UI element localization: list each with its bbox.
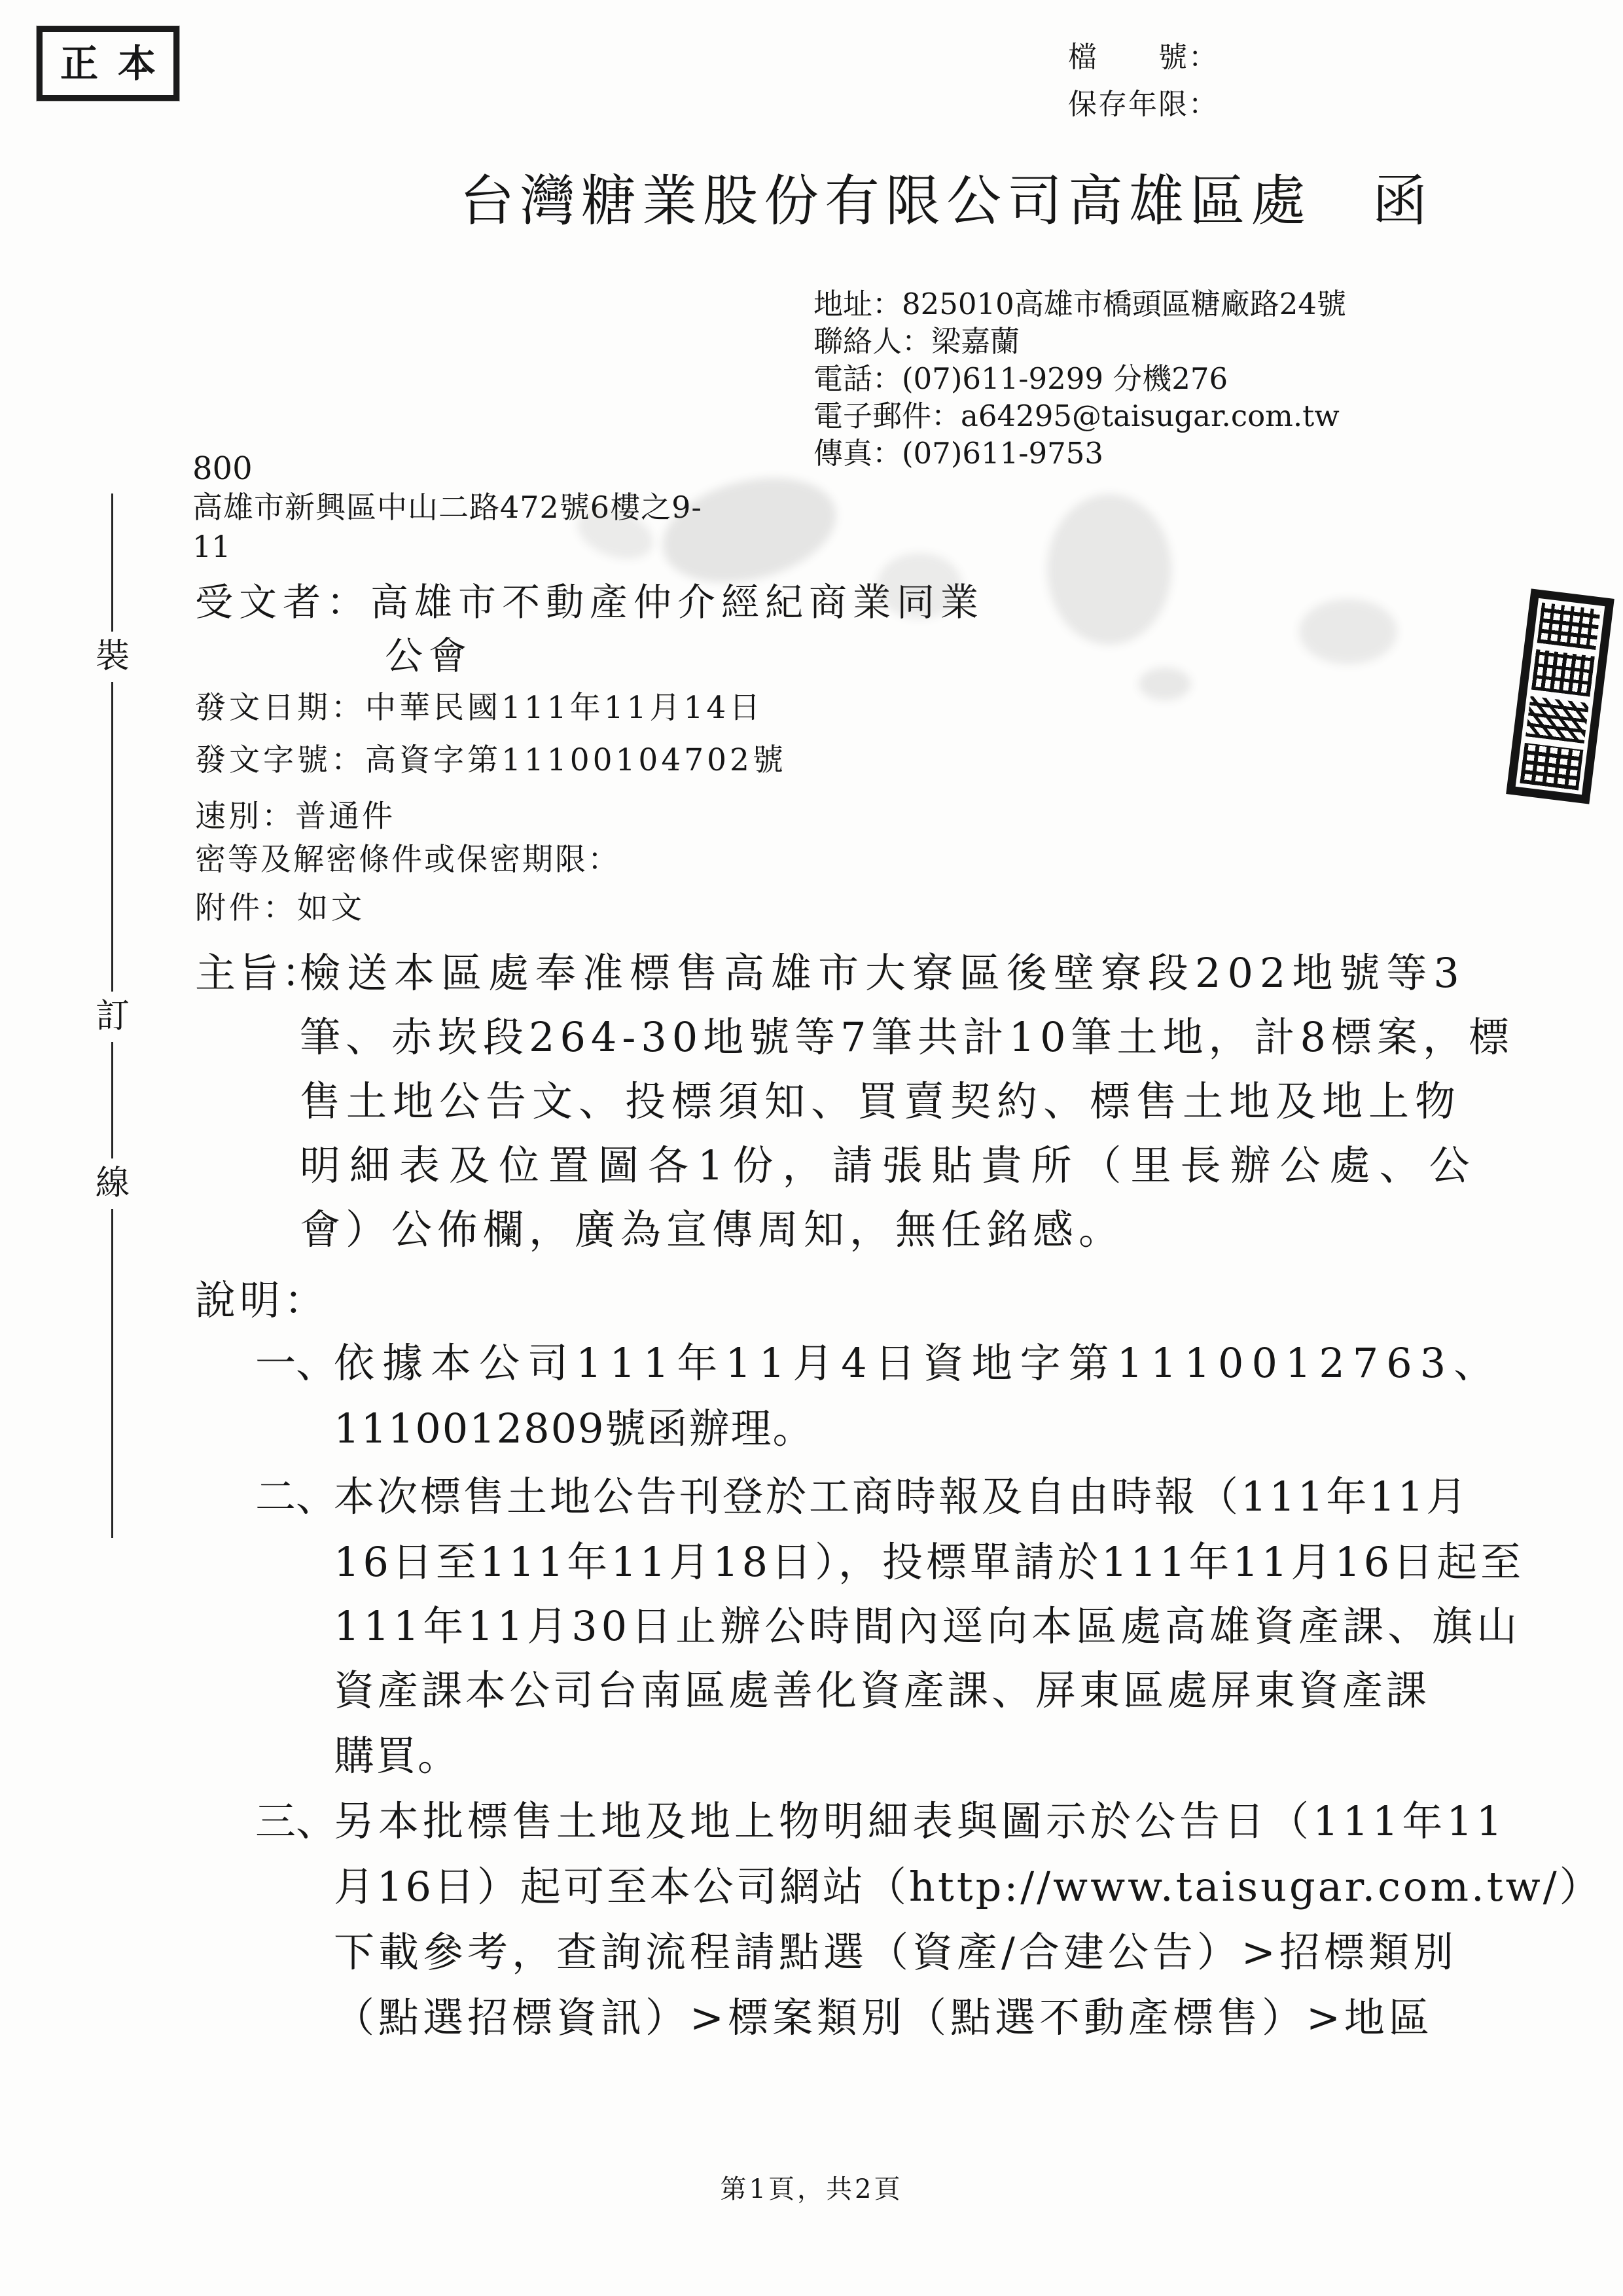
item-line: 16日至111年11月18日），投標單請於111年11月16日起至	[334, 1538, 1525, 1586]
item-line: 111年11月30日止辦公時間內逕向本區處高雄資產課、旗山	[334, 1602, 1522, 1650]
item-line: 資產課本公司台南區處善化資產課、屏東區處屏東資產課	[334, 1666, 1431, 1714]
original-copy-stamp: 正本	[37, 26, 179, 101]
page-footer: 第1頁，共2頁	[720, 2174, 903, 2204]
subject-line: 售土地公告文、投標須知、買賣契約、標售土地及地上物	[300, 1077, 1462, 1125]
seal-glyph-block	[1531, 649, 1595, 697]
company-seal-stamp-icon	[1506, 588, 1614, 804]
sender-contact-person: 聯絡人：梁嘉蘭	[813, 324, 1020, 359]
item-line: 月16日）起可至本公司網站（http://www.taisugar.com.tw/）	[334, 1863, 1603, 1910]
retention-period-label: 保存年限：	[1068, 88, 1219, 121]
document-title: 台灣糖業股份有限公司高雄區處 函	[459, 169, 1434, 233]
issue-number: 發文字號：高資字第11100104702號	[195, 742, 787, 778]
recipient-line-continued: 公會	[385, 634, 473, 678]
subject-line: 會）公佈欄，廣為宣傳周知，無任銘感。	[300, 1206, 1125, 1253]
binding-char: 訂	[94, 992, 132, 1042]
sender-address: 地址：825010高雄市橋頭區糖廠路24號	[813, 287, 1347, 321]
sender-contact-block	[813, 288, 1346, 475]
recipient-address-line2: 11	[192, 529, 231, 564]
item-marker: 一、	[255, 1339, 337, 1387]
file-number-label: 檔 號：	[1068, 41, 1219, 74]
scan-smudge	[1299, 599, 1397, 664]
scan-smudge	[1139, 668, 1191, 700]
recipient-line: 受文者：高雄市不動產仲介經紀商業同業	[195, 580, 985, 624]
item-marker: 三、	[255, 1797, 337, 1845]
seal-glyph-block	[1525, 696, 1589, 744]
sender-phone: 電話：(07)611-9299 分機276	[813, 361, 1228, 396]
sender-fax: 傳真：(07)611-9753	[813, 436, 1103, 471]
item-line: （點選招標資訊）>標案類別（點選不動產標售）>地區	[334, 1994, 1433, 2041]
speed-class: 速別：普通件	[195, 798, 395, 834]
item-line: 本次標售土地公告刊登於工商時報及自由時報（111年11月	[334, 1473, 1470, 1520]
subject-line: 檢送本區處奉准標售高雄市大寮區後壁寮段202地號等3	[300, 949, 1466, 997]
issue-date: 發文日期：中華民國111年11月14日	[195, 690, 764, 726]
explanation-heading: 說明：	[195, 1276, 329, 1324]
binding-char: 線	[94, 1158, 132, 1209]
scan-smudge	[1047, 494, 1171, 645]
item-line: 1110012809號函辦理。	[334, 1405, 815, 1452]
scan-smudge	[877, 553, 962, 619]
seal-glyph-block	[1520, 743, 1583, 791]
item-marker: 二、	[255, 1473, 337, 1520]
item-line: 另本批標售土地及地上物明細表與圖示於公告日（111年11	[334, 1797, 1507, 1845]
subject-line: 筆、赤崁段264-30地號等7筆共計10筆土地，計8標案，標	[300, 1013, 1514, 1061]
security-class: 密等及解密條件或保密期限：	[195, 842, 620, 878]
recipient-address-line1: 高雄市新興區中山二路472號6樓之9-	[192, 490, 702, 525]
item-line: 依據本公司111年11月4日資地字第1110012763、	[334, 1339, 1503, 1387]
seal-glyph-block	[1537, 603, 1601, 651]
binding-char: 裝	[94, 632, 132, 682]
recipient-zip-code: 800	[192, 450, 253, 487]
subject-line: 明細表及位置圖各1份，請張貼貴所（里長辦公處、公	[300, 1141, 1479, 1189]
subject-label: 主旨：	[195, 949, 325, 997]
sender-email: 電子郵件：a64295@taisugar.com.tw	[813, 399, 1340, 433]
attachment-note: 附件：如文	[195, 890, 365, 926]
item-line: 下載參考，查詢流程請點選（資產/合建公告）>招標類別	[334, 1928, 1457, 1976]
item-line: 購買。	[334, 1732, 460, 1780]
scan-smudge	[652, 461, 847, 600]
